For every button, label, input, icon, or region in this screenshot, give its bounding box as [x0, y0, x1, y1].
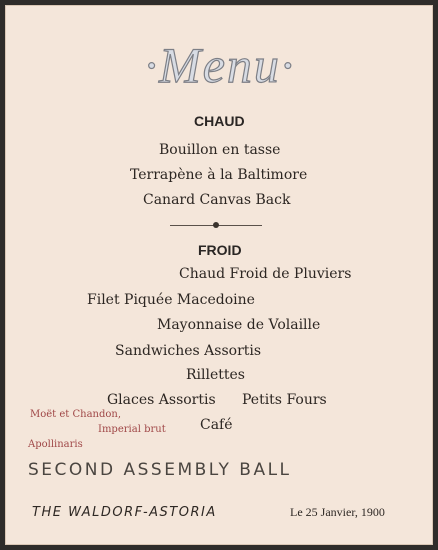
- wine-stamp-line: Apollinaris: [28, 439, 83, 450]
- menu-card: [5, 5, 433, 545]
- menu-item: Sandwiches Assortis: [115, 343, 262, 359]
- section-heading-chaud: CHAUD: [194, 113, 245, 129]
- menu-item: Rillettes: [186, 367, 245, 383]
- section-heading-froid: FROID: [198, 242, 242, 258]
- wine-stamp-line: Imperial brut: [98, 424, 166, 435]
- event-name: SECOND ASSEMBLY BALL: [28, 460, 292, 480]
- menu-item: Petits Fours: [242, 392, 327, 408]
- menu-item: Glaces Assortis: [107, 392, 216, 408]
- menu-title: ·Menu·: [144, 37, 296, 93]
- wine-stamp-line: Moët et Chandon,: [30, 409, 122, 420]
- menu-item: Bouillon en tasse: [159, 142, 281, 158]
- menu-item: Mayonnaise de Volaille: [157, 317, 321, 333]
- menu-item: Canard Canvas Back: [143, 192, 291, 208]
- menu-item: Café: [200, 417, 233, 433]
- menu-item: Filet Piquée Macedoine: [87, 292, 255, 308]
- menu-item: Terrapène à la Baltimore: [130, 167, 308, 183]
- menu-item: Chaud Froid de Pluviers: [179, 266, 352, 282]
- divider-dot: [213, 222, 219, 228]
- event-date: Le 25 Janvier, 1900: [290, 505, 385, 519]
- venue-name: THE WALDORF-ASTORIA: [32, 505, 217, 520]
